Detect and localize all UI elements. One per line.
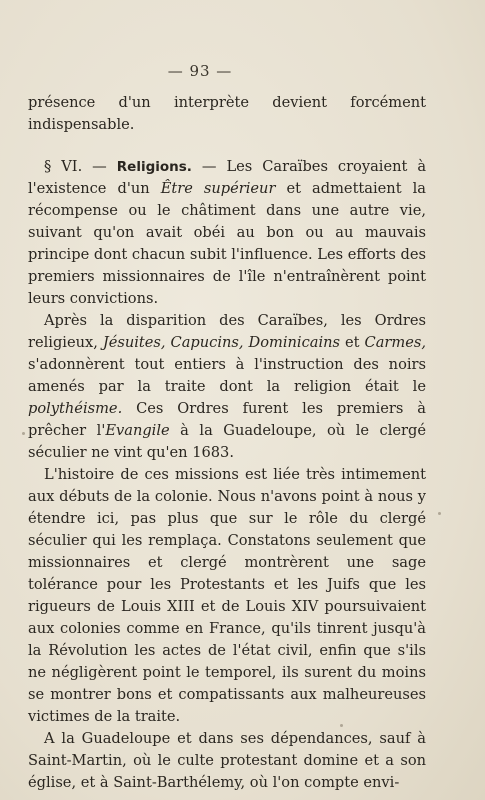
- paper-speck: [438, 512, 441, 515]
- italic-term: Evangile: [105, 422, 170, 439]
- paragraph-guadeloupe: A la Guadeloupe et dans ses dépendances, sauf à Saint-Martin, où le culte protestant domine et a son église, et à Saint-Barthélemy, où l'on compte envi-: [28, 730, 426, 791]
- italic-term: Carmes,: [364, 334, 426, 351]
- paragraph-ordres: [28, 310, 426, 464]
- section-mark: § VI. —: [44, 158, 107, 175]
- body-text: [28, 92, 426, 794]
- text-run: et: [340, 334, 365, 351]
- text-run: Après la disparition des Caraïbes, les Ordres religieux,: [28, 312, 426, 351]
- paper-speck: [340, 724, 343, 727]
- text-run: Ces Ordres furent les premiers à prêcher l': [28, 400, 426, 439]
- page-number: — 93 —: [167, 62, 233, 80]
- paragraph-religions: [28, 156, 426, 310]
- text-run: et admettaient la récompense ou le châtiment dans une autre vie, suivant qu'on avait obéi au bon ou au mauvais principe dont chacun subit l'influence. Les efforts des premiers missionnaires de l'île n'entraînèrent point leurs convictions.: [28, 180, 426, 307]
- section-heading: Religions.: [116, 159, 192, 175]
- heading-separator: —: [191, 158, 227, 175]
- italic-term: Être supérieur: [160, 180, 276, 197]
- text-run: à la Guadeloupe, où le clergé séculier ne vint qu'en 1683.: [28, 422, 426, 461]
- paper-speck: [22, 432, 25, 435]
- paragraph-missions: L'histoire de ces missions est liée très intimement aux débuts de la colonie. Nous n'avons point à nous y étendre ici, pas plus que sur le rôle du clergé séculier qui les remplaça. Constatons seulement que missionnaires et clergé montrèrent une sage tolérance pour les Protestants et les Juifs que les rigueurs de Louis XIII et de Louis XIV poursuivaient aux colonies comme en France, qu'ils tinrent jusqu'à la Révolution les actes de l'état civil, enfin que s'ils ne négligèrent point le temporel, ils surent du moins se montrer bons et compatissants aux malheureuses victimes de la traite.: [28, 466, 426, 725]
- text-run: Les Caraïbes croyaient à l'existence d'un: [28, 158, 427, 197]
- paragraph-continuation: présence d'un interprète devient forcément indispensable.: [28, 94, 426, 133]
- italic-term: polythéisme.: [28, 400, 123, 417]
- italic-term: Jésuites, Capucins, Dominicains: [102, 334, 341, 351]
- text-run: s'adonnèrent tout entiers à l'instruction des noirs amenés par la traite dont la religion était le: [28, 356, 426, 395]
